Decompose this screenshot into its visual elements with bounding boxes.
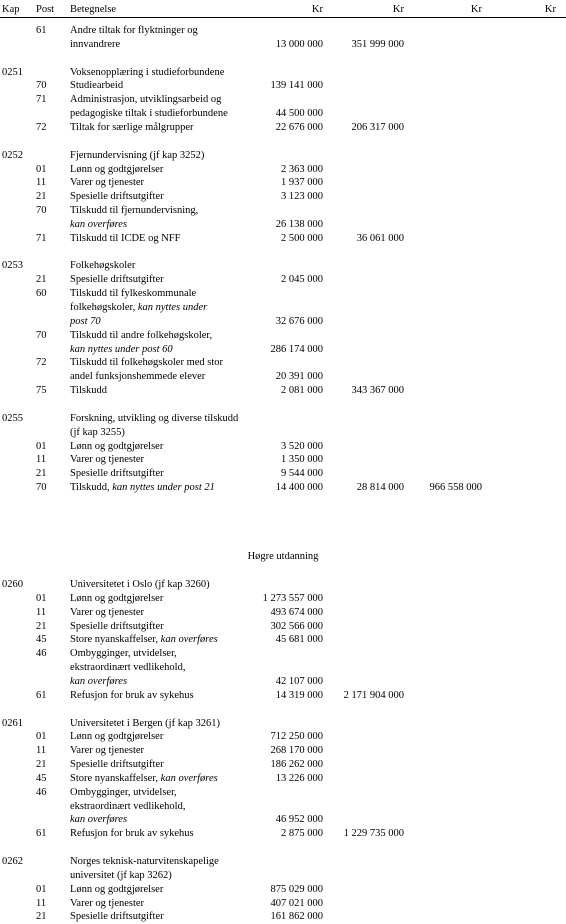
table-row bbox=[0, 606, 566, 620]
table-row bbox=[0, 329, 566, 343]
description-cell: Tilskudd til folkehøgskoler med stor bbox=[70, 357, 224, 369]
table-row bbox=[0, 536, 566, 550]
table-row bbox=[0, 744, 566, 758]
post-cell: 70 bbox=[36, 205, 47, 217]
post-cell: 70 bbox=[36, 80, 47, 92]
table-row bbox=[0, 79, 566, 93]
table-row bbox=[0, 730, 566, 744]
amount-post: 493 674 000 bbox=[270, 606, 323, 618]
amount-post: 32 676 000 bbox=[275, 315, 323, 327]
post-cell: 21 bbox=[36, 191, 47, 203]
table-row bbox=[0, 897, 566, 911]
description-cell: Refusjon for bruk av sykehus bbox=[70, 689, 194, 701]
description-cell: pedagogiske tiltak i studieforbundene bbox=[70, 108, 228, 120]
description-cell: Lønn og godtgjørelser bbox=[70, 163, 164, 175]
amount-post: 26 138 000 bbox=[275, 218, 323, 230]
table-row bbox=[0, 38, 566, 52]
description-cell: Forskning, utvikling og diverse tilskudd bbox=[70, 412, 239, 424]
table-row bbox=[0, 869, 566, 883]
post-cell: 11 bbox=[36, 454, 47, 466]
description-cell: Varer og tjenester bbox=[70, 177, 145, 189]
table-row bbox=[0, 883, 566, 897]
description-cell: Spesielle driftsutgifter bbox=[70, 468, 164, 480]
amount-post: 20 391 000 bbox=[275, 371, 323, 383]
table-row bbox=[0, 592, 566, 606]
post-cell: 72 bbox=[36, 357, 47, 369]
description-cell: Lønn og godtgjørelser bbox=[70, 440, 164, 452]
table-row bbox=[0, 786, 566, 800]
table-row bbox=[0, 578, 566, 592]
post-cell: 75 bbox=[36, 385, 47, 397]
description-cell: (jf kap 3255) bbox=[70, 426, 125, 438]
table-row bbox=[0, 287, 566, 301]
table-row bbox=[0, 440, 566, 454]
post-cell: 61 bbox=[36, 689, 47, 701]
table-row bbox=[0, 259, 566, 273]
table-row bbox=[0, 204, 566, 218]
description-cell: Voksenopplæring i studieforbundene bbox=[70, 66, 225, 78]
table-row bbox=[0, 273, 566, 287]
description-cell: Varer og tjenester bbox=[70, 454, 145, 466]
amount-post: 22 676 000 bbox=[275, 121, 323, 133]
amount-post: 2 363 000 bbox=[281, 163, 323, 175]
table-row bbox=[0, 384, 566, 398]
amount-post: 1 350 000 bbox=[281, 454, 323, 466]
post-cell: 01 bbox=[36, 731, 47, 743]
table-row bbox=[0, 232, 566, 246]
table-row bbox=[0, 398, 566, 412]
description-cell: Andre tiltak for flyktninger og bbox=[70, 25, 198, 36]
amount-post: 2 045 000 bbox=[281, 274, 323, 286]
description-cell: Ombygginger, utvidelser, bbox=[70, 648, 177, 660]
description-cell: Lønn og godtgjørelser bbox=[70, 592, 164, 604]
amount-post: 3 123 000 bbox=[281, 191, 323, 203]
description-italic: post 70 bbox=[70, 315, 101, 327]
table-row bbox=[0, 509, 566, 523]
description-cell: Lønn og godtgjørelser bbox=[70, 731, 164, 743]
description-italic: kan overføres bbox=[160, 634, 218, 646]
kap-cell: 0252 bbox=[2, 149, 23, 161]
description-cell: Store nyanskaffelser, kan overføres bbox=[70, 772, 218, 784]
description-cell: Tilskudd til fjernundervisning, bbox=[70, 205, 199, 217]
description-italic: kan nyttes under bbox=[137, 302, 208, 313]
description-cell: andel funksjonshemmede elever bbox=[70, 371, 206, 383]
table-row bbox=[0, 772, 566, 786]
description-cell: Tiltak for særlige målgrupper bbox=[70, 121, 194, 133]
amount-post: 407 021 000 bbox=[270, 897, 323, 909]
kap-cell: 0262 bbox=[2, 856, 23, 867]
amount-kap-total: 1 229 735 000 bbox=[343, 828, 404, 840]
description-cell: Norges teknisk-naturvitenskapelige bbox=[70, 856, 219, 867]
table-row bbox=[0, 800, 566, 814]
amount-post: 302 566 000 bbox=[270, 620, 323, 632]
table-row bbox=[0, 121, 566, 135]
table-row bbox=[0, 827, 566, 841]
description-cell: ekstraordinært vedlikehold, bbox=[70, 800, 186, 812]
table-row bbox=[0, 758, 566, 772]
amount-post: 3 520 000 bbox=[281, 440, 323, 452]
table-row bbox=[0, 24, 566, 38]
header-betegnelse: Betegnelse bbox=[70, 4, 117, 15]
column-header bbox=[0, 0, 566, 18]
amount-kap-total: 206 317 000 bbox=[351, 121, 404, 133]
post-cell: 11 bbox=[36, 745, 47, 757]
description-cell: Lønn og godtgjørelser bbox=[70, 883, 164, 895]
post-cell: 01 bbox=[36, 163, 47, 175]
description-cell: Tilskudd, kan nyttes under post 21 bbox=[70, 482, 215, 494]
post-cell: 61 bbox=[36, 25, 47, 36]
post-cell: 60 bbox=[36, 288, 47, 300]
table-row bbox=[0, 426, 566, 440]
amount-post: 286 174 000 bbox=[270, 343, 323, 355]
description-italic: kan overføres bbox=[160, 772, 218, 784]
description-cell: Refusjon for bruk av sykehus bbox=[70, 828, 194, 840]
amount-post: 44 500 000 bbox=[275, 108, 323, 120]
section-heading: Høgre utdanning bbox=[247, 551, 319, 563]
table-row bbox=[0, 190, 566, 204]
amount-kap-total: 351 999 000 bbox=[351, 38, 404, 50]
kap-cell: 0260 bbox=[2, 579, 23, 590]
description-cell: Spesielle driftsutgifter bbox=[70, 911, 164, 923]
table-row bbox=[0, 564, 566, 578]
amount-post: 1 937 000 bbox=[281, 177, 323, 189]
table-row bbox=[0, 647, 566, 661]
table-row bbox=[0, 135, 566, 149]
post-cell: 01 bbox=[36, 440, 47, 452]
table-row bbox=[0, 467, 566, 481]
amount-kap-total: 28 814 000 bbox=[356, 482, 404, 494]
table-row bbox=[0, 246, 566, 260]
amount-post: 14 400 000 bbox=[275, 482, 323, 494]
description-cell: Folkehøgskoler bbox=[70, 260, 136, 272]
amount-kap-total: 343 367 000 bbox=[351, 385, 404, 397]
header-kr-3: Kr bbox=[470, 4, 482, 15]
table-row bbox=[0, 176, 566, 190]
post-cell: 61 bbox=[36, 828, 47, 840]
amount-post: 875 029 000 bbox=[270, 883, 323, 895]
table-row bbox=[0, 633, 566, 647]
description-cell: Varer og tjenester bbox=[70, 897, 145, 909]
header-post: Post bbox=[36, 4, 55, 15]
header-kr-1: Kr bbox=[311, 4, 323, 15]
kap-cell: 0255 bbox=[2, 412, 23, 424]
amount-kap-total: 36 061 000 bbox=[356, 232, 404, 244]
table-row bbox=[0, 481, 566, 495]
post-cell: 46 bbox=[36, 648, 47, 660]
amount-post: 139 141 000 bbox=[270, 80, 323, 92]
description-italic: kan overføres bbox=[70, 218, 128, 230]
amount-post: 14 319 000 bbox=[275, 689, 323, 701]
table-row bbox=[0, 218, 566, 232]
table-row bbox=[0, 841, 566, 855]
table-row bbox=[0, 66, 566, 80]
table-row bbox=[0, 107, 566, 121]
post-cell: 45 bbox=[36, 634, 47, 646]
description-italic: kan nyttes under post 21 bbox=[112, 482, 215, 494]
description-cell: Spesielle driftsutgifter bbox=[70, 759, 164, 771]
description-cell bbox=[70, 218, 127, 232]
post-cell: 21 bbox=[36, 274, 47, 286]
header-kap: Kap bbox=[2, 4, 20, 15]
post-cell: 11 bbox=[36, 177, 47, 189]
amount-post: 45 681 000 bbox=[275, 634, 323, 646]
table-row bbox=[0, 301, 566, 315]
table-row bbox=[0, 675, 566, 689]
post-cell: 70 bbox=[36, 329, 47, 341]
kap-cell: 0251 bbox=[2, 66, 23, 78]
description-cell: Store nyanskaffelser, kan overføres bbox=[70, 634, 218, 646]
description-cell: Tilskudd bbox=[70, 385, 107, 397]
table-row bbox=[0, 855, 566, 869]
post-cell: 70 bbox=[36, 482, 47, 494]
table-row bbox=[0, 93, 566, 107]
description-italic: kan overføres bbox=[70, 814, 128, 826]
table-row bbox=[0, 315, 566, 329]
amount-post: 9 544 000 bbox=[281, 468, 323, 480]
description-cell: Spesielle driftsutgifter bbox=[70, 191, 164, 203]
description-cell: Tilskudd til fylkeskommunale bbox=[70, 288, 197, 300]
amount-post: 161 862 000 bbox=[270, 911, 323, 923]
amount-post: 1 273 557 000 bbox=[262, 592, 323, 604]
table-row bbox=[0, 813, 566, 827]
table-row bbox=[0, 412, 566, 426]
amount-post: 712 250 000 bbox=[270, 731, 323, 743]
post-cell: 21 bbox=[36, 620, 47, 632]
description-cell: Tilskudd til andre folkehøgskoler, bbox=[70, 329, 213, 341]
description-cell: Universitetet i Oslo (jf kap 3260) bbox=[70, 579, 210, 590]
table-row bbox=[0, 356, 566, 370]
header-kr-4: Kr bbox=[544, 4, 556, 15]
description-cell: Spesielle driftsutgifter bbox=[70, 274, 164, 286]
amount-post: 2 081 000 bbox=[281, 385, 323, 397]
kap-cell: 0261 bbox=[2, 717, 23, 729]
table-row bbox=[0, 550, 566, 564]
description-italic: kan overføres bbox=[70, 675, 128, 687]
description-cell: Administrasjon, utviklingsarbeid og bbox=[70, 94, 222, 106]
table-row bbox=[0, 689, 566, 703]
table-row bbox=[0, 620, 566, 634]
amount-post: 2 875 000 bbox=[281, 828, 323, 840]
amount-kap-total: 2 171 904 000 bbox=[343, 689, 404, 701]
table-row bbox=[0, 163, 566, 177]
post-cell: 21 bbox=[36, 468, 47, 480]
description-cell: innvandrere bbox=[70, 38, 121, 50]
post-cell: 21 bbox=[36, 911, 47, 923]
amount-post: 2 500 000 bbox=[281, 232, 323, 244]
post-cell: 45 bbox=[36, 772, 47, 784]
table-row bbox=[0, 495, 566, 509]
description-cell: Studiearbeid bbox=[70, 80, 124, 92]
description-cell: Universitetet i Bergen (jf kap 3261) bbox=[70, 717, 220, 729]
description-cell: ekstraordinært vedlikehold, bbox=[70, 662, 186, 674]
amount-post: 13 226 000 bbox=[275, 772, 323, 784]
description-cell: folkehøgskoler, kan nyttes under bbox=[70, 302, 208, 313]
post-cell: 46 bbox=[36, 786, 47, 798]
post-cell: 72 bbox=[36, 121, 47, 133]
table-row bbox=[0, 661, 566, 675]
table-row bbox=[0, 149, 566, 163]
description-cell bbox=[70, 675, 127, 689]
post-cell: 01 bbox=[36, 592, 47, 604]
table-row bbox=[0, 370, 566, 384]
amount-post: 42 107 000 bbox=[275, 675, 323, 687]
kap-cell: 0253 bbox=[2, 260, 23, 272]
description-cell: Tilskudd til ICDE og NFF bbox=[70, 232, 181, 244]
header-kr-2: Kr bbox=[392, 4, 404, 15]
table-row bbox=[0, 523, 566, 537]
description-italic: kan nyttes under post 60 bbox=[70, 343, 173, 355]
description-cell bbox=[70, 315, 101, 329]
table-row bbox=[0, 910, 566, 924]
amount-post: 186 262 000 bbox=[270, 759, 323, 771]
table-row bbox=[0, 52, 566, 66]
post-cell: 71 bbox=[36, 232, 47, 244]
description-cell: Varer og tjenester bbox=[70, 606, 145, 618]
amount-post: 268 170 000 bbox=[270, 745, 323, 757]
amount-post: 46 952 000 bbox=[275, 814, 323, 826]
description-cell: Ombygginger, utvidelser, bbox=[70, 786, 177, 798]
description-cell: Varer og tjenester bbox=[70, 745, 145, 757]
post-cell: 71 bbox=[36, 94, 47, 106]
table-row bbox=[0, 717, 566, 731]
description-cell bbox=[70, 343, 173, 357]
description-cell bbox=[70, 813, 127, 827]
table-row bbox=[0, 343, 566, 357]
post-cell: 11 bbox=[36, 606, 47, 618]
table-row bbox=[0, 703, 566, 717]
post-cell: 11 bbox=[36, 897, 47, 909]
post-cell: 01 bbox=[36, 883, 47, 895]
description-cell: Spesielle driftsutgifter bbox=[70, 620, 164, 632]
post-cell: 21 bbox=[36, 759, 47, 771]
amount-post: 13 000 000 bbox=[275, 38, 323, 50]
amount-area-total: 966 558 000 bbox=[429, 482, 482, 494]
description-cell: universitet (jf kap 3262) bbox=[70, 869, 172, 881]
description-cell: Fjernundervisning (jf kap 3252) bbox=[70, 149, 205, 161]
table-row bbox=[0, 453, 566, 467]
